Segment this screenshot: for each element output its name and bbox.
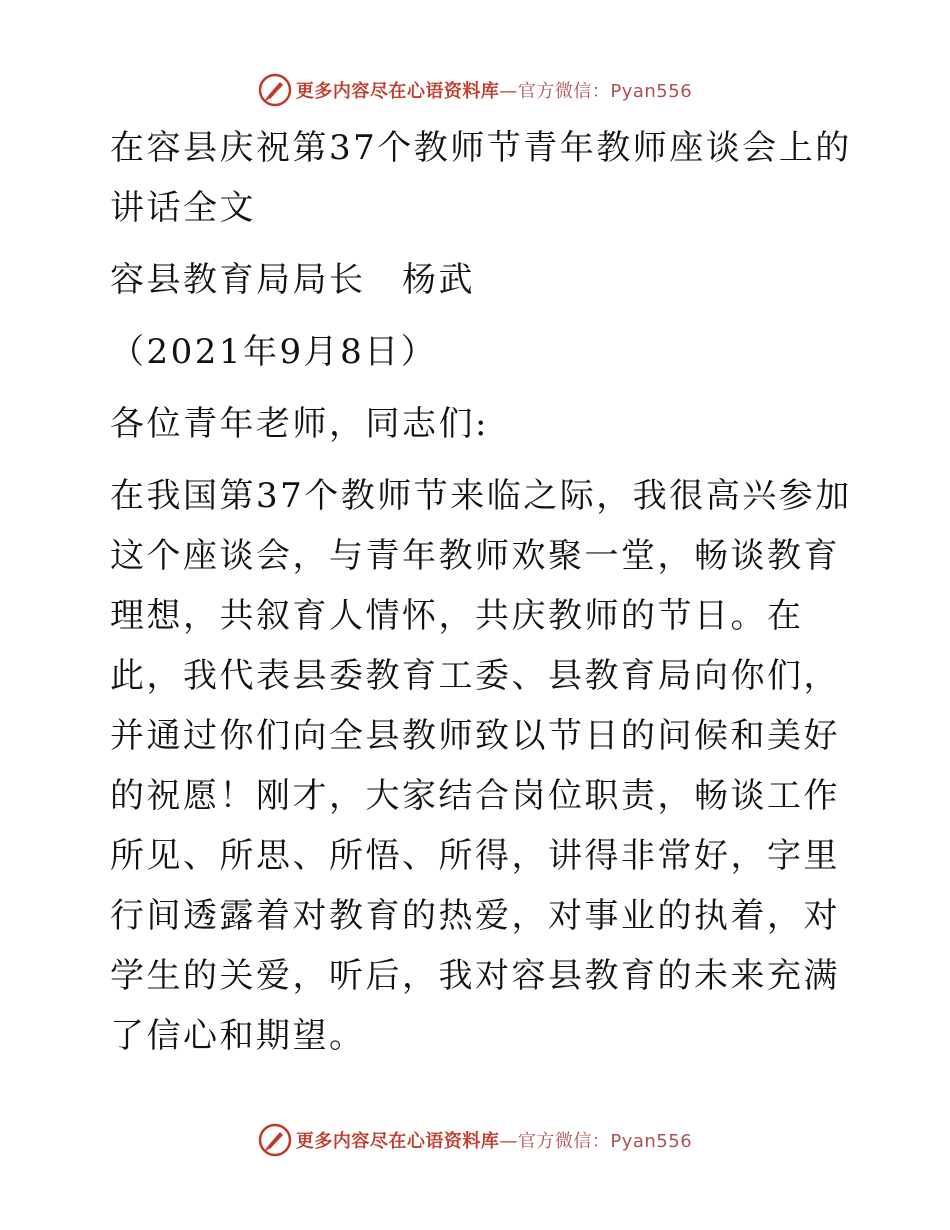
document-date: （2021年9月8日） [110,332,438,372]
watermark-text: 更多内容尽在心语资料库—官方微信：Pyan556 [295,1131,693,1152]
document-author: 容县教育局局长 杨武 [110,260,475,300]
header-watermark [0,70,950,110]
watermark-text: 更多内容尽在心语资料库—官方微信：Pyan556 [295,81,693,102]
document-paragraph: 在我国第37个教师节来临之际，我很高兴参加这个座谈会，与青年教师欢聚一堂，畅谈教育理想，共叙育人情怀，共庆教师的节日。在此，我代表县委教育工委、县教育局向你们，并通过你们向全县教师致以节日的问候和美好的祝愿！刚才，大家结合岗位职责，畅谈工作所见、所思、所悟、所得，讲得非常好，字里行间透露着对教育的热爱，对事业的执着，对学生的关爱，听后，我对容县教育的未来充满了信心和期望。 [110,476,852,1056]
quill-logo-icon [258,1123,292,1157]
document-body [96,118,856,1078]
document-salutation: 各位青年老师，同志们: [110,404,489,444]
document-title: 在容县庆祝第37个教师节青年教师座谈会上的讲话全文 [110,128,852,228]
quill-logo-icon [258,73,292,107]
footer-watermark [0,1120,950,1160]
